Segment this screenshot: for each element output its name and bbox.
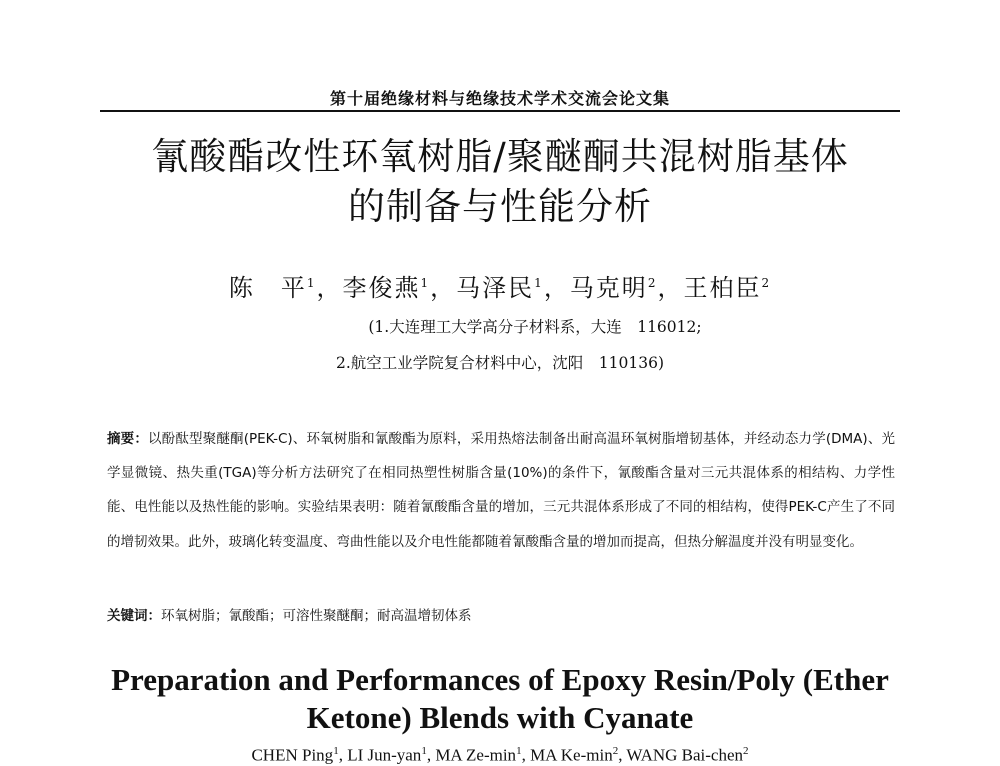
author-name: CHEN Ping xyxy=(251,745,334,765)
author-affiliation-mark: 2 xyxy=(761,276,772,290)
author-separator: ， xyxy=(430,274,457,302)
title-english xyxy=(80,661,920,737)
author-name: WANG Bai-chen xyxy=(626,745,744,765)
author-name: MA Ze-min xyxy=(435,745,517,765)
title-chinese-line-2: 的制备与性能分析 xyxy=(348,185,652,228)
author-name: MA Ke-min xyxy=(530,745,613,765)
author-name: 马克明 xyxy=(569,274,648,302)
keywords-text: 环氧树脂；氰酸酯；可溶性聚醚酮；耐高温增韧体系 xyxy=(161,608,472,624)
title-english-line-2: Ketone) Blends with Cyanate xyxy=(306,700,694,735)
affiliation-line-2: 2.航空工业学院复合材料中心，沈阳 110136) xyxy=(335,354,664,372)
abstract-text: 以酚酞型聚醚酮(PEK-C)、环氧树脂和氰酸酯为原料，采用热熔法制备出耐高温环氧树脂增韧基体，并经动态力学(DMA)、光学显微镜、热失重(TGA)等分析方法研究了在相同热塑性树脂含量(10%)的条件下，氰酸酯含量对三元共混体系的相结构、力学性能、电性能以及热性能的影响。实验结果表明：随着氰酸酯含量的增加，三元共混体系形成了不同的相结构，使得PEK-C产生了不同的增韧效果。此外，玻璃化转变温度、弯曲性能以及介电性能都随着氰酸酯含量的增加而提高，但热分解温度并没有明显变化。 xyxy=(107,431,896,550)
author-separator: , xyxy=(521,745,531,765)
title-chinese xyxy=(80,132,920,232)
author-affiliation-mark: 2 xyxy=(647,276,658,290)
author-separator: , xyxy=(618,745,627,765)
author-list-english xyxy=(100,745,900,766)
author-affiliation-mark: 1 xyxy=(534,276,544,290)
author-separator: ， xyxy=(543,274,570,302)
author-affiliation-mark: 1 xyxy=(420,276,431,290)
author-separator: , xyxy=(338,745,348,765)
author-affiliation-mark: 1 xyxy=(516,745,522,757)
author-name: 马泽民 xyxy=(456,274,535,302)
author-name: LI Jun-yan xyxy=(347,745,422,765)
author-list-chinese xyxy=(100,268,900,303)
author-affiliation-mark: 2 xyxy=(612,745,619,757)
affiliation-line-1: (1.大连理工大学高分子材料系，大连 116012; xyxy=(368,318,702,336)
author-affiliation-mark: 1 xyxy=(306,276,317,290)
keywords-label: 关键词： xyxy=(107,608,161,624)
abstract xyxy=(107,422,895,559)
author-name: 王柏臣 xyxy=(683,274,762,302)
title-english-line-1: Preparation and Performances of Epoxy Resin/Poly (Ether xyxy=(111,662,889,697)
author-name: 陈 平 xyxy=(228,274,307,302)
header-rule xyxy=(100,110,900,112)
author-separator: , xyxy=(426,745,436,765)
author-separator: ， xyxy=(657,274,684,302)
author-separator: ， xyxy=(316,274,343,302)
running-header: 第十届绝缘材料与绝缘技术学术交流会论文集 xyxy=(329,89,670,108)
author-affiliation-mark: 2 xyxy=(743,745,749,757)
abstract-label: 摘要： xyxy=(107,431,149,447)
keywords xyxy=(107,604,895,624)
author-affiliation-mark: 1 xyxy=(333,745,339,757)
title-chinese-line-1: 氰酸酯改性环氧树脂/聚醚酮共混树脂基体 xyxy=(151,135,849,178)
author-affiliation-mark: 1 xyxy=(421,745,427,757)
author-name: 李俊燕 xyxy=(342,274,421,302)
